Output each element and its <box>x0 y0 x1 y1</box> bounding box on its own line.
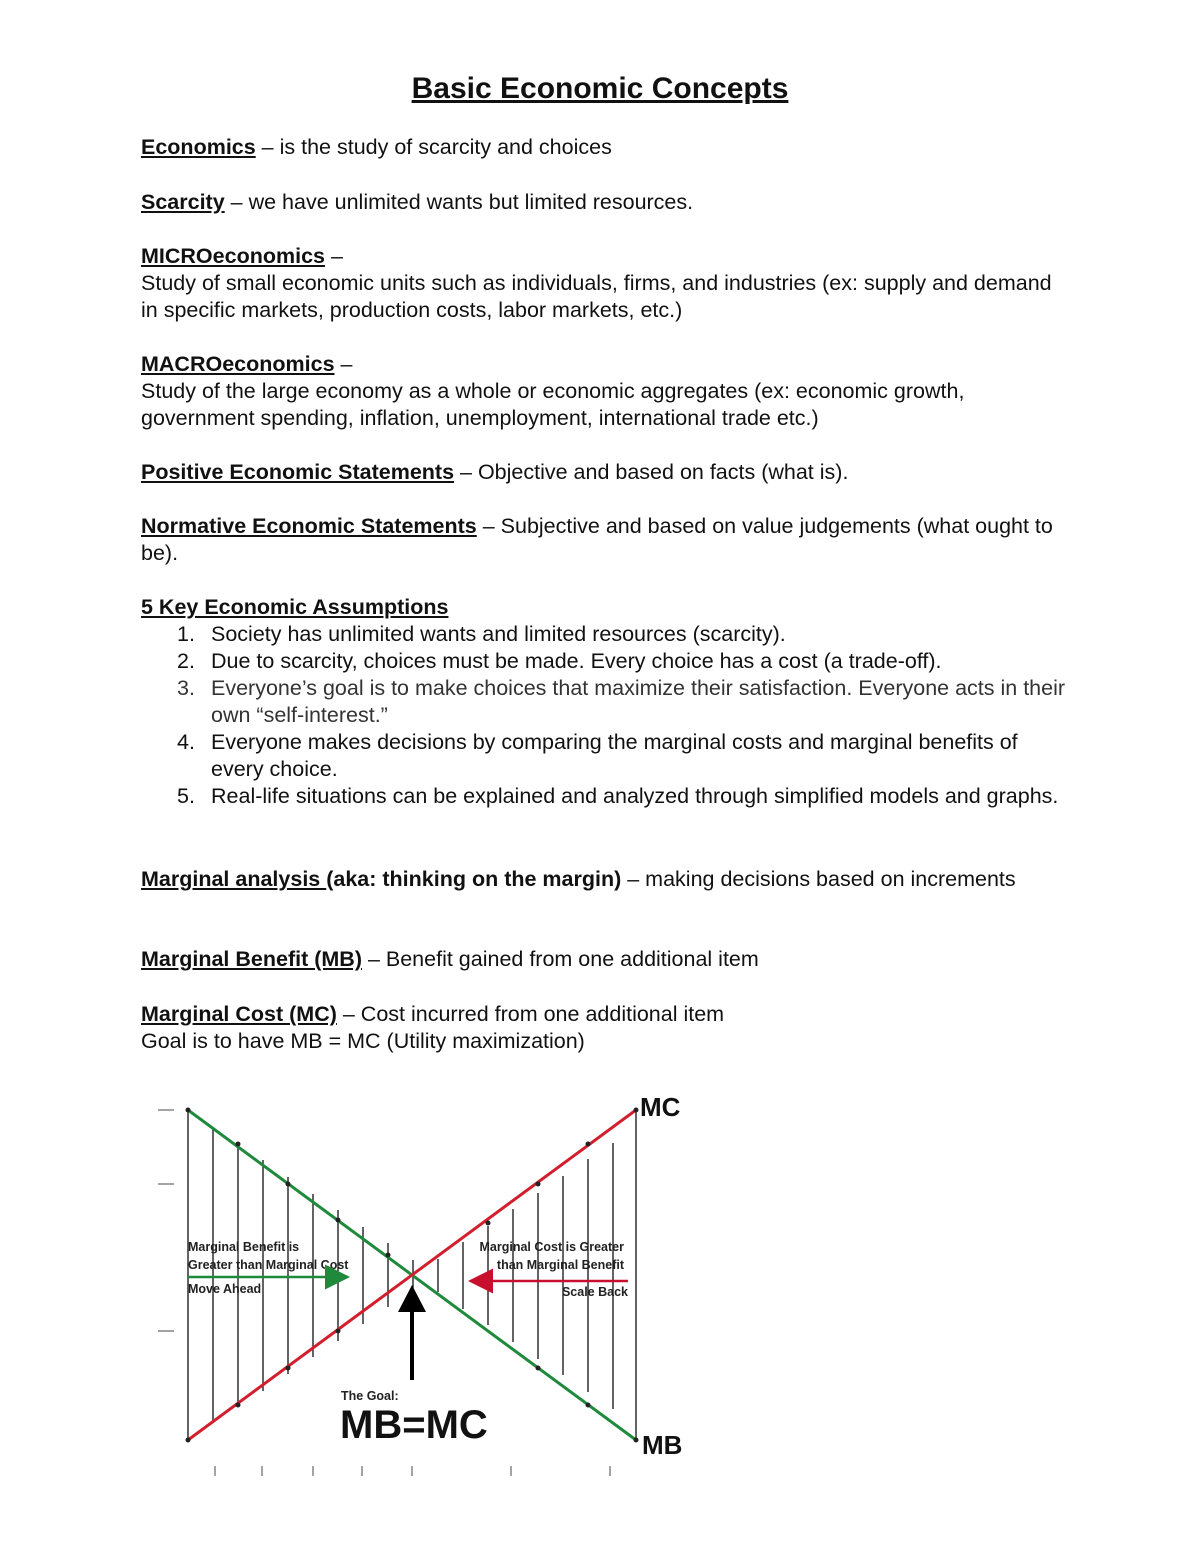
term-micro: MICROeconomics <box>141 244 325 268</box>
definition-normative <box>141 513 1071 567</box>
list-item-number: 3. <box>177 676 195 700</box>
list-item-number: 5. <box>177 784 195 808</box>
definition-positive <box>141 459 1071 486</box>
definition-marginal-cost-text: – Cost incurred from one additional item <box>336 1002 725 1026</box>
definition-marginal-analysis-text: – making decisions based on increments <box>621 867 1016 891</box>
list-item-number: 2. <box>177 649 195 673</box>
definition-normative-text: – Subjective and based on value judgements (what ought to be). <box>141 514 1053 565</box>
list-item-text: Everyone makes decisions by comparing the marginal costs and marginal benefits of every choice. <box>211 730 1018 781</box>
definition-economics-text: – is the study of scarcity and choices <box>255 135 612 159</box>
goal-equation: MB=MC <box>340 1403 488 1447</box>
term-macro: MACROeconomics <box>141 352 335 376</box>
mb-label: MB <box>642 1430 683 1460</box>
definition-macro-text: Study of the large economy as a whole or economic aggregates (ex: economic growth, government spending, inflation, unemployment, international trade etc.) <box>141 379 965 430</box>
definition-marginal-benefit-text: – Benefit gained from one additional item <box>361 947 759 971</box>
goal-text: Goal is to have MB = MC (Utility maximization) <box>141 1029 585 1053</box>
term-marginal-analysis-aka: (aka: thinking on the margin) <box>326 867 622 891</box>
assumptions-list <box>141 621 1071 810</box>
goal-caption: The Goal: <box>341 1389 399 1403</box>
left-note-line1: Marginal Benefit is <box>188 1240 300 1254</box>
mb-mc-diagram <box>140 1080 700 1490</box>
term-normative: Normative Economic Statements <box>141 514 477 538</box>
page-title: Basic Economic Concepts <box>411 72 789 105</box>
right-note-line1: Marginal Cost is Greater <box>479 1240 624 1254</box>
definition-macro <box>141 351 1071 432</box>
right-action: Scale Back <box>561 1285 628 1299</box>
list-item-text: Everyone’s goal is to make choices that maximize their satisfaction. Everyone acts in their own “self-interest.” <box>211 676 1066 727</box>
mc-label: MC <box>640 1092 681 1122</box>
definition-scarcity <box>141 189 1071 216</box>
term-marginal-cost: Marginal Cost (MC) <box>141 1002 337 1026</box>
term-marginal-benefit: Marginal Benefit (MB) <box>141 947 362 971</box>
term-economics: Economics <box>141 135 256 159</box>
definition-marginal-cost <box>141 1001 1071 1055</box>
definition-positive-text: – Objective and based on facts (what is). <box>454 460 849 484</box>
list-item-text: Real-life situations can be explained and analyzed through simplified models and graphs. <box>211 784 1059 808</box>
term-scarcity: Scarcity <box>141 190 225 214</box>
list-item-text: Due to scarcity, choices must be made. Every choice has a cost (a trade-off). <box>211 649 942 673</box>
definition-micro <box>141 243 1071 324</box>
list-item-text: Society has unlimited wants and limited resources (scarcity). <box>211 622 786 646</box>
definition-macro-dash: – <box>334 352 353 376</box>
list-item-number: 1. <box>177 622 195 646</box>
definition-marginal-analysis <box>141 866 1071 893</box>
term-marginal-analysis: Marginal analysis <box>141 867 327 891</box>
goal-arrow <box>398 1285 426 1380</box>
list-item-number: 4. <box>177 730 195 754</box>
term-positive: Positive Economic Statements <box>141 460 455 484</box>
list-item <box>141 675 1071 729</box>
definition-economics <box>141 134 1071 161</box>
definition-micro-dash: – <box>324 244 343 268</box>
left-action: Move Ahead <box>188 1282 262 1296</box>
definition-marginal-benefit <box>141 946 1071 973</box>
list-item <box>141 648 1071 675</box>
definition-scarcity-text: – we have unlimited wants but limited resources. <box>224 190 694 214</box>
definition-micro-text: Study of small economic units such as individuals, firms, and industries (ex: supply and demand in specific markets, production costs, labor markets, etc.) <box>141 271 1052 322</box>
right-note-line2: than Marginal Benefit <box>496 1258 624 1272</box>
assumptions-heading: 5 Key Economic Assumptions <box>141 595 449 619</box>
list-item <box>141 729 1071 783</box>
list-item <box>141 621 1071 648</box>
list-item <box>141 783 1071 810</box>
assumptions-heading-row <box>141 594 1071 621</box>
left-note-line2: Greater than Marginal Cost <box>188 1258 349 1272</box>
